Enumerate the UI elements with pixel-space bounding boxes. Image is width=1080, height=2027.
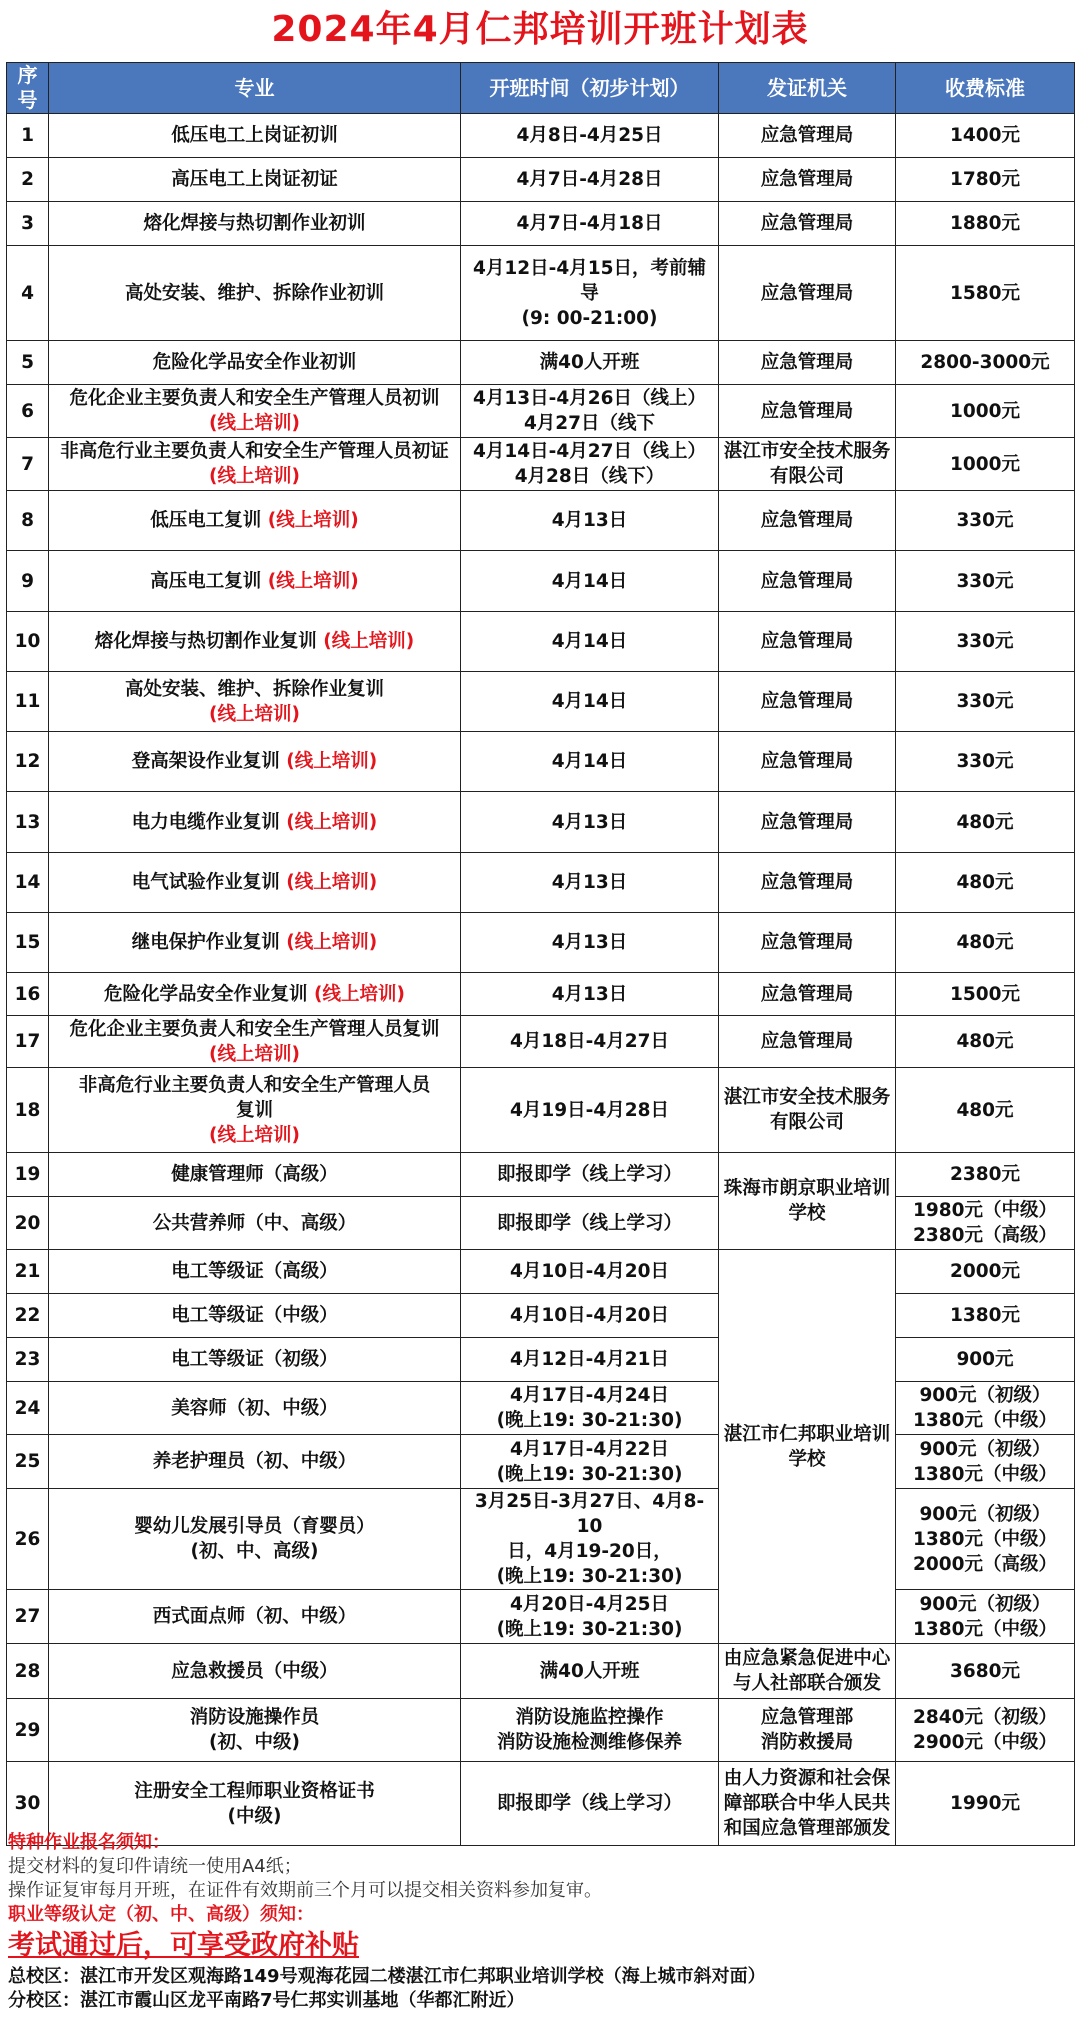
table-row — [7, 1590, 1075, 1644]
major-line: 复训 — [235, 1099, 273, 1121]
row-issuer: 应急管理局 — [719, 158, 896, 202]
time-line: (晚上19: 30-21:30) — [496, 1566, 683, 1587]
row-major: 美容师（初、中级） — [49, 1382, 461, 1435]
row-fee: 1000元 — [896, 438, 1075, 491]
row-issuer: 应急管理局 — [719, 913, 896, 973]
major-text: 高压电工复训 — [150, 570, 262, 592]
row-time — [461, 1435, 719, 1489]
table-row — [7, 202, 1075, 246]
row-issuer: 应急管理局 — [719, 792, 896, 853]
row-no: 9 — [7, 551, 49, 612]
row-time: 4月7日-4月28日 — [461, 158, 719, 202]
row-issuer: 应急管理局 — [719, 551, 896, 612]
row-issuer: 应急管理局 — [719, 246, 896, 341]
row-major — [49, 385, 461, 438]
notes-section — [8, 1831, 1072, 2013]
row-time: 4月19日-4月28日 — [461, 1068, 719, 1153]
online-training-note: (线上培训) — [267, 510, 359, 531]
table-header — [7, 63, 1075, 114]
subsidy-notice: 考试通过后，可享受政府补贴 — [8, 1930, 359, 1961]
row-issuer — [719, 1153, 896, 1250]
row-no: 29 — [7, 1699, 49, 1762]
row-no: 27 — [7, 1590, 49, 1644]
table-row — [7, 1068, 1075, 1153]
major-line: 危化企业主要负责人和安全生产管理人员初训 — [69, 388, 440, 409]
issuer-line: 有限公司 — [769, 1112, 844, 1133]
row-fee: 900元 — [896, 1338, 1075, 1382]
row-major: 电工等级证（高级） — [49, 1250, 461, 1294]
row-issuer — [719, 438, 896, 491]
row-no: 30 — [7, 1762, 49, 1846]
row-fee: 480元 — [896, 792, 1075, 853]
row-fee: 330元 — [896, 551, 1075, 612]
time-line: 4月28日（线下） — [514, 466, 665, 487]
table-row — [7, 114, 1075, 158]
row-major: 电工等级证（中级） — [49, 1294, 461, 1338]
online-training-note: (线上培训) — [314, 983, 405, 1005]
table-row — [7, 973, 1075, 1016]
row-major: 危险化学品安全作业初训 — [49, 341, 461, 385]
row-fee: 1880元 — [896, 202, 1075, 246]
row-time: 满40人开班 — [461, 1644, 719, 1699]
row-fee — [896, 1489, 1075, 1590]
online-training-note: (线上培训) — [267, 570, 359, 592]
row-major — [49, 1699, 461, 1762]
online-training-note: (线上培训) — [286, 751, 378, 772]
table-row — [7, 551, 1075, 612]
table-row — [7, 491, 1075, 551]
time-line: 4月14日-4月27日（线上） — [473, 441, 706, 462]
row-time: 4月14日 — [461, 612, 719, 672]
row-major — [49, 973, 461, 1016]
row-major — [49, 853, 461, 913]
major-text: 电力电缆作业复训 — [131, 811, 280, 833]
row-no: 14 — [7, 853, 49, 913]
row-time: 4月7日-4月18日 — [461, 202, 719, 246]
row-fee: 330元 — [896, 732, 1075, 792]
fee-line: 900元（初级） — [919, 1385, 1051, 1406]
issuer-line: 和国应急管理部颁发 — [723, 1818, 891, 1839]
row-fee — [896, 1590, 1075, 1644]
row-no: 5 — [7, 341, 49, 385]
row-major — [49, 792, 461, 853]
fee-line: 2840元（初级） — [913, 1707, 1057, 1728]
issuer-line: 湛江市仁邦职业培训 — [723, 1423, 891, 1445]
row-major: 高压电工上岗证初证 — [49, 158, 461, 202]
row-time: 4月14日 — [461, 672, 719, 732]
row-no: 2 — [7, 158, 49, 202]
row-fee — [896, 1197, 1075, 1250]
issuer-line: 与人社部联合颁发 — [732, 1673, 881, 1694]
major-line: (初、中、高级) — [190, 1541, 319, 1562]
issuer-line: 由应急紧急促进中心 — [723, 1648, 891, 1669]
row-issuer: 应急管理局 — [719, 1016, 896, 1068]
issuer-line: 湛江市安全技术服务 — [723, 1087, 891, 1108]
row-time: 4月12日-4月21日 — [461, 1338, 719, 1382]
header-fee: 收费标准 — [896, 63, 1075, 114]
header-major: 专业 — [49, 63, 461, 114]
time-line: 消防设施检测维修保养 — [496, 1732, 682, 1753]
time-line: 3月25日-3月27日、4月8-10 — [474, 1491, 705, 1537]
row-no: 6 — [7, 385, 49, 438]
row-time — [461, 1489, 719, 1590]
header-no: 序号 — [7, 63, 49, 114]
row-time: 4月13日 — [461, 853, 719, 913]
row-major — [49, 1489, 461, 1590]
row-fee: 2380元 — [896, 1153, 1075, 1197]
row-time: 即报即学（线上学习） — [461, 1762, 719, 1846]
table-row — [7, 1153, 1075, 1197]
row-fee — [896, 1382, 1075, 1435]
row-time — [461, 438, 719, 491]
fee-line: 1980元（中级） — [913, 1200, 1057, 1221]
row-time: 4月14日 — [461, 732, 719, 792]
row-fee: 1000元 — [896, 385, 1075, 438]
major-line: (初、中级) — [209, 1732, 300, 1753]
table-row — [7, 1250, 1075, 1294]
time-line: (晚上19: 30-21:30) — [496, 1463, 683, 1485]
row-no: 4 — [7, 246, 49, 341]
row-time — [461, 1382, 719, 1435]
row-major — [49, 491, 461, 551]
main-campus-address: 总校区：湛江市开发区观海路149号观海花园二楼湛江市仁邦职业培训学校（海上城市斜对面） — [8, 1966, 766, 1987]
row-no: 24 — [7, 1382, 49, 1435]
table-row — [7, 913, 1075, 973]
row-major: 电工等级证（初级） — [49, 1338, 461, 1382]
row-no: 18 — [7, 1068, 49, 1153]
row-no: 16 — [7, 973, 49, 1016]
skill-notice-title: 职业等级认定（初、中、高级）须知： — [8, 1904, 314, 1925]
row-fee: 480元 — [896, 1068, 1075, 1153]
table-row — [7, 246, 1075, 341]
major-line: 高处安装、维护、拆除作业复训 — [124, 678, 384, 700]
header-time: 开班时间（初步计划） — [461, 63, 719, 114]
major-text: 低压电工复训 — [150, 510, 262, 531]
row-no: 21 — [7, 1250, 49, 1294]
time-line: 日，4月19-20日， — [507, 1541, 672, 1562]
issuer-line: 学校 — [788, 1203, 826, 1224]
row-fee: 1400元 — [896, 114, 1075, 158]
row-issuer: 应急管理局 — [719, 732, 896, 792]
online-training-note: (线上培训) — [323, 631, 415, 652]
row-issuer: 应急管理局 — [719, 385, 896, 438]
row-major — [49, 913, 461, 973]
row-major: 低压电工上岗证初训 — [49, 114, 461, 158]
row-time: 即报即学（线上学习） — [461, 1197, 719, 1250]
row-time: 4月18日-4月27日 — [461, 1016, 719, 1068]
time-line: (9: 00-21:00) — [521, 307, 658, 329]
row-issuer: 应急管理局 — [719, 672, 896, 732]
row-fee: 480元 — [896, 1016, 1075, 1068]
row-no: 15 — [7, 913, 49, 973]
row-fee: 480元 — [896, 853, 1075, 913]
row-issuer — [719, 1699, 896, 1762]
table-row — [7, 385, 1075, 438]
row-time: 4月13日 — [461, 792, 719, 853]
major-line: (中级) — [227, 1805, 282, 1827]
issuer-line: 应急管理部 — [760, 1707, 854, 1728]
row-fee: 1780元 — [896, 158, 1075, 202]
table-row — [7, 341, 1075, 385]
row-major: 熔化焊接与热切割作业初训 — [49, 202, 461, 246]
row-no: 8 — [7, 491, 49, 551]
major-line: 非高危行业主要负责人和安全生产管理人员初证 — [60, 441, 449, 462]
fee-line: 1380元（中级） — [913, 1528, 1057, 1550]
row-issuer: 应急管理局 — [719, 491, 896, 551]
row-time — [461, 1699, 719, 1762]
fee-line: 2000元（高级） — [913, 1553, 1057, 1575]
fee-line: 900元（初级） — [919, 1438, 1051, 1460]
row-fee: 1380元 — [896, 1294, 1075, 1338]
row-major — [49, 1016, 461, 1068]
row-time: 4月13日 — [461, 913, 719, 973]
special-notice-title: 特种作业报名须知： — [8, 1832, 170, 1853]
fee-line: 900元（初级） — [919, 1503, 1051, 1525]
fee-line: 1380元（中级） — [913, 1410, 1057, 1431]
row-fee: 2800-3000元 — [896, 341, 1075, 385]
major-text: 继电保护作业复训 — [131, 932, 280, 953]
table-row — [7, 438, 1075, 491]
row-fee: 3680元 — [896, 1644, 1075, 1699]
online-training-note: (线上培训) — [209, 703, 300, 725]
row-time — [461, 246, 719, 341]
row-no: 10 — [7, 612, 49, 672]
table-row — [7, 1699, 1075, 1762]
table-row — [7, 1435, 1075, 1489]
row-fee — [896, 1699, 1075, 1762]
major-line: 消防设施操作员 — [189, 1707, 320, 1728]
row-major: 西式面点师（初、中级） — [49, 1590, 461, 1644]
issuer-line: 学校 — [788, 1448, 826, 1470]
row-no: 3 — [7, 202, 49, 246]
row-major — [49, 672, 461, 732]
row-no: 20 — [7, 1197, 49, 1250]
issuer-line: 障部联合中华人民共 — [723, 1793, 891, 1814]
row-fee: 2000元 — [896, 1250, 1075, 1294]
table-row — [7, 672, 1075, 732]
row-no: 25 — [7, 1435, 49, 1489]
major-text: 熔化焊接与热切割作业复训 — [94, 631, 317, 652]
online-training-note: (线上培训) — [209, 466, 300, 487]
table-row — [7, 853, 1075, 913]
major-line: 非高危行业主要负责人和安全生产管理人员 — [78, 1074, 431, 1096]
time-line: 4月17日-4月24日 — [510, 1385, 669, 1406]
fee-line: 2380元（高级） — [913, 1225, 1057, 1246]
major-text: 登高架设作业复训 — [131, 751, 280, 772]
row-major — [49, 1068, 461, 1153]
row-issuer: 应急管理局 — [719, 114, 896, 158]
issuer-line: 有限公司 — [769, 466, 844, 487]
row-major: 健康管理师（高级） — [49, 1153, 461, 1197]
major-text: 电气试验作业复训 — [131, 872, 280, 893]
row-issuer — [719, 1250, 896, 1644]
table-row — [7, 612, 1075, 672]
fee-line: 2900元（中级） — [913, 1732, 1057, 1753]
row-no: 26 — [7, 1489, 49, 1590]
row-time: 4月8日-4月25日 — [461, 114, 719, 158]
row-no: 23 — [7, 1338, 49, 1382]
table-row — [7, 1382, 1075, 1435]
row-time — [461, 385, 719, 438]
major-line: 婴幼儿发展引导员（育婴员） — [134, 1516, 375, 1537]
major-line: 危化企业主要负责人和安全生产管理人员复训 — [69, 1018, 440, 1040]
row-time: 4月13日 — [461, 491, 719, 551]
time-line: 消防设施监控操作 — [515, 1707, 664, 1728]
row-fee: 330元 — [896, 491, 1075, 551]
row-fee: 1580元 — [896, 246, 1075, 341]
row-issuer — [719, 1068, 896, 1153]
online-training-note: (线上培训) — [286, 811, 378, 833]
row-time: 4月10日-4月20日 — [461, 1294, 719, 1338]
row-fee — [896, 1435, 1075, 1489]
row-no: 12 — [7, 732, 49, 792]
row-no: 7 — [7, 438, 49, 491]
row-no: 17 — [7, 1016, 49, 1068]
row-issuer: 应急管理局 — [719, 612, 896, 672]
table-row — [7, 1338, 1075, 1382]
row-fee: 480元 — [896, 913, 1075, 973]
row-time — [461, 1590, 719, 1644]
table-row — [7, 1644, 1075, 1699]
time-line: 4月27日（线下 — [523, 413, 656, 434]
fee-line: 1380元（中级） — [913, 1618, 1057, 1640]
table-row — [7, 1016, 1075, 1068]
row-major — [49, 732, 461, 792]
major-text: 危险化学品安全作业复训 — [104, 983, 308, 1005]
header-issuer: 发证机关 — [719, 63, 896, 114]
row-fee: 1500元 — [896, 973, 1075, 1016]
fee-line: 900元（初级） — [919, 1593, 1051, 1615]
row-issuer: 应急管理局 — [719, 853, 896, 913]
row-time: 满40人开班 — [461, 341, 719, 385]
online-training-note: (线上培训) — [209, 413, 300, 434]
issuer-line: 珠海市朗京职业培训 — [723, 1178, 891, 1199]
row-time: 4月10日-4月20日 — [461, 1250, 719, 1294]
table-row — [7, 1294, 1075, 1338]
row-issuer — [719, 1644, 896, 1699]
table-row — [7, 792, 1075, 853]
row-no: 28 — [7, 1644, 49, 1699]
table-row — [7, 1197, 1075, 1250]
row-time: 即报即学（线上学习） — [461, 1153, 719, 1197]
row-fee: 330元 — [896, 612, 1075, 672]
row-major: 公共营养师（中、高级） — [49, 1197, 461, 1250]
row-major: 养老护理员（初、中级） — [49, 1435, 461, 1489]
issuer-line: 消防救援局 — [760, 1732, 854, 1753]
special-notice-line: 操作证复审每月开班，在证件有效期前三个月可以提交相关资料参加复审。 — [8, 1880, 602, 1901]
online-training-note: (线上培训) — [209, 1043, 300, 1065]
online-training-note: (线上培训) — [209, 1124, 300, 1146]
row-major — [49, 612, 461, 672]
special-notice-line: 提交材料的复印件请统一使用A4纸； — [8, 1856, 302, 1877]
row-issuer: 应急管理局 — [719, 973, 896, 1016]
table-row — [7, 158, 1075, 202]
row-no: 11 — [7, 672, 49, 732]
row-time: 4月13日 — [461, 973, 719, 1016]
row-no: 13 — [7, 792, 49, 853]
row-time: 4月14日 — [461, 551, 719, 612]
time-line: 4月20日-4月25日 — [510, 1593, 669, 1615]
time-line: (晚上19: 30-21:30) — [496, 1410, 683, 1431]
page-title: 2024年4月仁邦培训开班计划表 — [271, 9, 809, 50]
row-issuer: 应急管理局 — [719, 202, 896, 246]
issuer-line: 由人力资源和社会保 — [723, 1768, 891, 1789]
row-major — [49, 551, 461, 612]
time-line: 4月12日-4月15日，考前辅导 — [473, 257, 706, 304]
fee-line: 1380元（中级） — [913, 1463, 1057, 1485]
row-fee: 330元 — [896, 672, 1075, 732]
row-no: 22 — [7, 1294, 49, 1338]
online-training-note: (线上培训) — [286, 872, 378, 893]
branch-campus-address: 分校区：湛江市霞山区龙平南路7号仁邦实训基地（华都汇附近） — [8, 1990, 525, 2011]
issuer-line: 湛江市安全技术服务 — [723, 441, 891, 462]
row-no: 1 — [7, 114, 49, 158]
online-training-note: (线上培训) — [286, 932, 378, 953]
row-issuer: 应急管理局 — [719, 341, 896, 385]
schedule-table — [6, 62, 1075, 1846]
time-line: (晚上19: 30-21:30) — [496, 1618, 683, 1640]
row-major: 高处安装、维护、拆除作业初训 — [49, 246, 461, 341]
time-line: 4月13日-4月26日（线上） — [473, 388, 706, 409]
table-row — [7, 732, 1075, 792]
time-line: 4月17日-4月22日 — [510, 1438, 669, 1460]
major-line: 注册安全工程师职业资格证书 — [134, 1780, 375, 1802]
row-major — [49, 438, 461, 491]
row-no: 19 — [7, 1153, 49, 1197]
table-row — [7, 1489, 1075, 1590]
row-major: 应急救援员（中级） — [49, 1644, 461, 1699]
row-fee: 1990元 — [896, 1762, 1075, 1846]
